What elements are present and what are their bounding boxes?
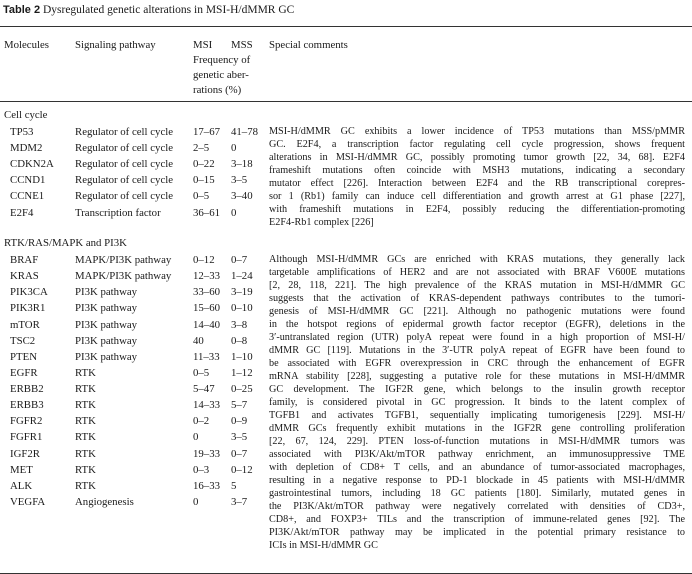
mss-frequency-cell: 1–12 bbox=[231, 366, 253, 379]
molecule-cell: CCND1 bbox=[10, 174, 46, 187]
molecule-cell: ALK bbox=[10, 479, 33, 492]
pathway-cell: MAPK/PI3K pathway bbox=[75, 270, 172, 283]
pathway-cell: RTK bbox=[75, 383, 96, 396]
comment-line: CD8+, and FOXP3+ TILs and the transcription of immune-related genes [92]. The bbox=[269, 514, 685, 525]
msi-frequency-cell: 0 bbox=[193, 431, 199, 444]
comment-line: sor 1 (Rb1) family can induce cell differentiation and growth arrest at G1 phase [227], bbox=[269, 191, 685, 202]
mss-frequency-cell: 3–19 bbox=[231, 286, 253, 299]
molecule-cell: KRAS bbox=[10, 270, 39, 283]
pathway-cell: Regulator of cell cycle bbox=[75, 174, 174, 187]
msi-frequency-cell: 0–12 bbox=[193, 254, 215, 266]
comment-line: gastrointestinal tumors, including 18 GC patients [180]. Similarly, mutated genes in bbox=[269, 488, 685, 499]
comment-line: genesis of MSI-H/dMMR GC [221]. Although no pathogenic mutations were found bbox=[269, 306, 685, 317]
msi-frequency-cell: 14–40 bbox=[193, 318, 220, 331]
msi-frequency-cell: 40 bbox=[193, 334, 204, 347]
top-rule bbox=[0, 26, 692, 27]
header-rule bbox=[0, 101, 692, 102]
mss-frequency-cell: 3–40 bbox=[231, 190, 253, 203]
table-title: Dysregulated genetic alterations in MSI-H/dMMR GC bbox=[42, 4, 295, 16]
molecule-cell: MDM2 bbox=[10, 142, 43, 155]
molecule-cell: VEGFA bbox=[10, 495, 46, 508]
comment-line: E2F4-Rb1 complex [226] bbox=[269, 217, 374, 228]
header-frequency-2: genetic aber- bbox=[193, 69, 249, 81]
comment-line: [2, 28, 118, 221]. The high prevalence of the KRAS mutation in MSI-H/dMMR GC bbox=[269, 280, 685, 291]
comment-line: family, is considered pivotal in GC progression. It binds to the latent complex of bbox=[269, 397, 685, 408]
pathway-cell: Regulator of cell cycle bbox=[75, 158, 174, 171]
molecule-cell: ERBB2 bbox=[10, 383, 44, 396]
comment-line: dMMR GC [119]. Mutations in the 3′-UTR polyA repeat of EGFR have been found to bbox=[269, 345, 685, 356]
mss-frequency-cell: 3–18 bbox=[231, 158, 253, 171]
pathway-cell: RTK bbox=[75, 463, 96, 476]
molecule-cell: ERBB3 bbox=[10, 399, 44, 412]
molecule-cell: E2F4 bbox=[10, 206, 34, 219]
msi-frequency-cell: 19–33 bbox=[193, 447, 220, 460]
msi-frequency-cell: 14–33 bbox=[193, 399, 220, 412]
msi-frequency-cell: 2–5 bbox=[193, 142, 210, 155]
msi-frequency-cell: 33–60 bbox=[193, 286, 220, 299]
comment-line: GC development. The IGF2R gene, which belongs to the insulin growth receptor bbox=[269, 384, 685, 395]
comment-line: associated with PI3K/Akt/mTOR pathway enrichment, an immunosuppressive TME bbox=[269, 449, 685, 460]
msi-frequency-cell: 0–5 bbox=[193, 190, 210, 203]
comment-line: TGFB1 and activates TGFB1, sequentially implicating tumorigenesis [229]. MSI-H/ bbox=[269, 410, 685, 421]
comment-line: PI3K/Akt/mTOR pathway may be implicated in the potential primary resistance to bbox=[269, 527, 685, 538]
mss-frequency-cell: 0–9 bbox=[231, 415, 248, 428]
header-comments: Special comments bbox=[269, 39, 348, 51]
pathway-cell: Regulator of cell cycle bbox=[75, 126, 174, 138]
comment-line: the PI3K/Akt/mTOR pathway were negatively correlated with densities of CD3+, bbox=[269, 501, 685, 512]
comment-line: mRNA stability [228], suggesting a putative role for these mutations in MSI-H/dMMR bbox=[269, 371, 685, 382]
group-heading: Cell cycle bbox=[4, 109, 48, 121]
molecule-cell: TP53 bbox=[10, 126, 34, 138]
pathway-cell: RTK bbox=[75, 399, 96, 412]
msi-frequency-cell: 0–3 bbox=[193, 463, 210, 476]
mss-frequency-cell: 0–12 bbox=[231, 463, 253, 476]
comment-line: Although MSI-H/dMMR GCs are enriched with KRAS mutations, they generally lack bbox=[269, 254, 685, 265]
header-molecules: Molecules bbox=[4, 39, 49, 51]
comment-line: mutator effect [226]. Interaction between E2F4 and the RB transcriptional corepres- bbox=[269, 178, 685, 189]
header-msi: MSI bbox=[193, 39, 213, 51]
pathway-cell: RTK bbox=[75, 479, 96, 492]
mss-frequency-cell: 0 bbox=[231, 206, 237, 219]
molecule-cell: PIK3CA bbox=[10, 286, 48, 299]
pathway-cell: PI3K pathway bbox=[75, 286, 138, 299]
msi-frequency-cell: 0–22 bbox=[193, 158, 215, 171]
pathway-cell: Angiogenesis bbox=[75, 495, 134, 508]
mss-frequency-cell: 0 bbox=[231, 142, 237, 155]
mss-frequency-cell: 1–10 bbox=[231, 350, 253, 363]
header-frequency-1: Frequency of bbox=[193, 54, 251, 66]
msi-frequency-cell: 0–5 bbox=[193, 366, 210, 379]
mss-frequency-cell: 3–5 bbox=[231, 174, 248, 187]
comment-line: GC. E2F4, a transcription factor regulating cell cycle progression, shows frequent bbox=[269, 139, 685, 150]
table-caption bbox=[3, 4, 294, 16]
molecule-cell: FGFR2 bbox=[10, 415, 43, 428]
mss-frequency-cell: 0–10 bbox=[231, 302, 253, 315]
mss-frequency-cell: 3–5 bbox=[231, 431, 248, 444]
pathway-cell: Transcription factor bbox=[75, 206, 161, 219]
mss-frequency-cell: 1–24 bbox=[231, 270, 253, 283]
comment-line: frameshift mutations often coincide with MSH3 mutations, indicating a secondary bbox=[269, 165, 685, 176]
comment-line: [22, 67, 124, 229]. PTEN loss-of-function mutations in MSI-H/dMMR tumors was bbox=[269, 436, 685, 447]
msi-frequency-cell: 16–33 bbox=[193, 479, 220, 492]
msi-frequency-cell: 0–15 bbox=[193, 174, 215, 187]
mss-frequency-cell: 0–7 bbox=[231, 447, 248, 460]
molecule-cell: PTEN bbox=[10, 350, 37, 363]
comment-line: suggests that the activation of KRAS-dependent pathways contributes to the tumori- bbox=[269, 293, 685, 304]
table-label: Table 2 bbox=[3, 4, 41, 16]
comment-line: be associated with EGFR overexpression in CRC through the enhancement of EGFR bbox=[269, 358, 685, 369]
msi-frequency-cell: 12–33 bbox=[193, 270, 220, 283]
mss-frequency-cell: 0–7 bbox=[231, 254, 248, 266]
comment-line: MSI-H/dMMR GC exhibits a lower incidence of TP53 mutations than MSS/pMMR bbox=[269, 126, 685, 137]
comment-line: with frameshift mutations in E2F4, possibly reducing the differentiation-promoting bbox=[269, 204, 685, 215]
pathway-cell: PI3K pathway bbox=[75, 350, 138, 363]
pathway-cell: Regulator of cell cycle bbox=[75, 142, 174, 155]
group-heading: RTK/RAS/MAPK and PI3K bbox=[4, 237, 127, 249]
molecule-cell: MET bbox=[10, 463, 33, 476]
comment-line: alterations in MSI-H/dMMR GC, possibly promoting tumor growth [22, 34, 68]. E2F4 bbox=[269, 152, 685, 163]
pathway-cell: Regulator of cell cycle bbox=[75, 190, 174, 203]
molecule-cell: mTOR bbox=[10, 318, 40, 331]
header-pathway: Signaling pathway bbox=[75, 39, 156, 51]
mss-frequency-cell: 5 bbox=[231, 479, 237, 492]
molecule-cell: FGFR1 bbox=[10, 431, 43, 444]
mss-frequency-cell: 0–25 bbox=[231, 383, 253, 396]
molecule-cell: TSC2 bbox=[10, 334, 36, 347]
molecule-cell: CCNE1 bbox=[10, 190, 45, 203]
pathway-cell: MAPK/PI3K pathway bbox=[75, 254, 172, 266]
comment-line: dMMR GCs frequently exhibit mutations in the IGF2R gene controlling proliferation bbox=[269, 423, 685, 434]
molecule-cell: BRAF bbox=[10, 254, 39, 266]
comment-line: ICIs in MSI-H/dMMR GC bbox=[269, 540, 378, 551]
molecule-cell: PIK3R1 bbox=[10, 302, 46, 315]
molecule-cell: CDKN2A bbox=[10, 158, 54, 171]
header-mss: MSS bbox=[231, 39, 253, 51]
pathway-cell: RTK bbox=[75, 431, 96, 444]
msi-frequency-cell: 15–60 bbox=[193, 302, 220, 315]
msi-frequency-cell: 36–61 bbox=[193, 206, 220, 219]
comment-line: resulting in a negative response to PD-1 blockade in 45 patients with MSI-H/dMMR bbox=[269, 475, 685, 486]
msi-frequency-cell: 17–67 bbox=[193, 126, 220, 138]
mss-frequency-cell: 5–7 bbox=[231, 399, 248, 412]
pathway-cell: PI3K pathway bbox=[75, 334, 138, 347]
mss-frequency-cell: 3–7 bbox=[231, 495, 248, 508]
comment-line: with depletion of CD8+ T cells, and an abundance of tumor-associated macrophages, bbox=[269, 462, 685, 473]
msi-frequency-cell: 0–2 bbox=[193, 415, 210, 428]
comment-line: 3′-untranslated region (UTR) polyA repeat were found in a high proportion of MSI-H/ bbox=[269, 332, 685, 343]
msi-frequency-cell: 5–47 bbox=[193, 383, 215, 396]
pathway-cell: RTK bbox=[75, 415, 96, 428]
pathway-cell: PI3K pathway bbox=[75, 318, 138, 331]
comment-line: targetable amplifications of HER2 and are not associated with BRAF V600E mutations bbox=[269, 267, 685, 278]
molecule-cell: EGFR bbox=[10, 366, 38, 379]
header-frequency-3: rations (%) bbox=[193, 84, 242, 96]
pathway-cell: PI3K pathway bbox=[75, 302, 138, 315]
pathway-cell: RTK bbox=[75, 447, 96, 460]
mss-frequency-cell: 0–8 bbox=[231, 334, 248, 347]
msi-frequency-cell: 11–33 bbox=[193, 350, 220, 363]
molecule-cell: IGF2R bbox=[10, 447, 40, 460]
msi-frequency-cell: 0 bbox=[193, 495, 199, 508]
mss-frequency-cell: 41–78 bbox=[231, 126, 258, 138]
mss-frequency-cell: 3–8 bbox=[231, 318, 248, 331]
pathway-cell: RTK bbox=[75, 366, 96, 379]
comment-line: in the hotspot regions of epidermal growth factor receptor (EGFR), deletions in the bbox=[269, 319, 685, 330]
